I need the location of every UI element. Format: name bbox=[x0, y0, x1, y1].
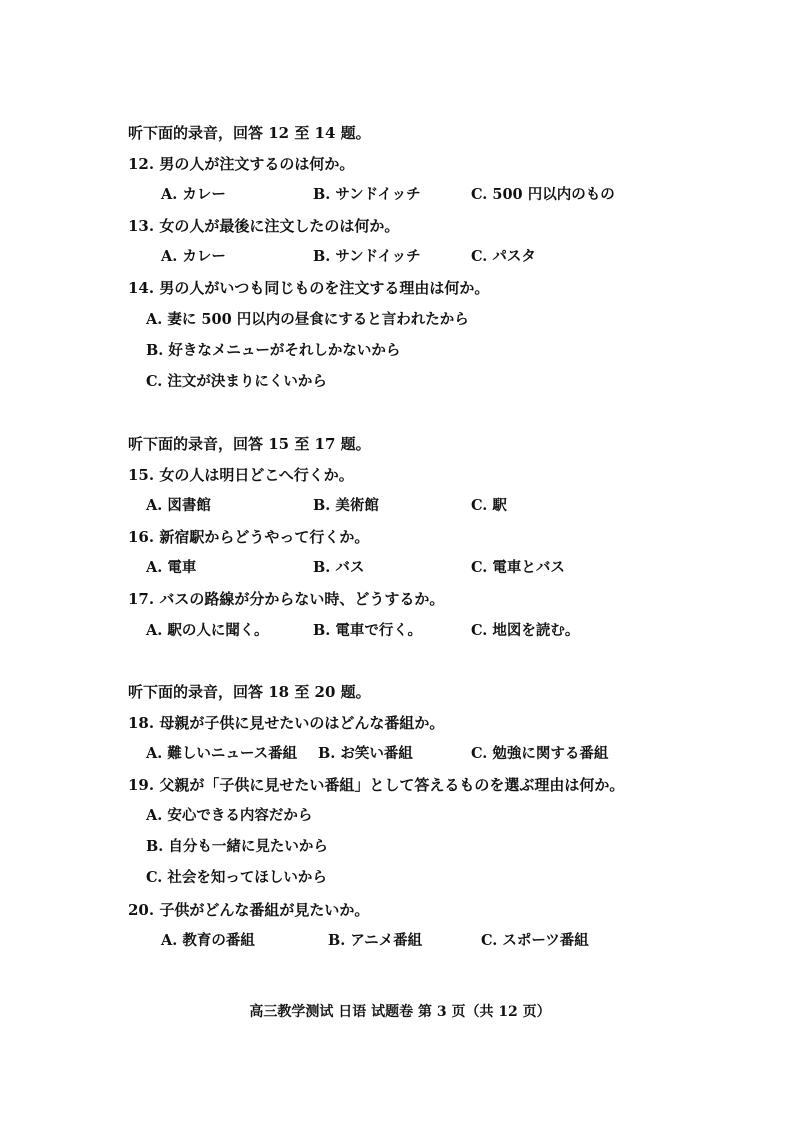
q12-option-c: C. 500 円以内のもの bbox=[471, 186, 615, 203]
question-number: 13. bbox=[128, 217, 155, 235]
q14-option-c: C. 注文が決まりにくいから bbox=[146, 373, 327, 390]
q12-option-a: A. カレー bbox=[161, 186, 226, 203]
question-text: 女の人は明日どこへ行くか。 bbox=[159, 466, 354, 484]
question-text: 父親が「子供に見せたい番組」として答えるものを選ぶ理由は何か。 bbox=[159, 776, 625, 794]
q17-option-b: B. 電車で行く。 bbox=[313, 622, 423, 639]
section-instruction-18-20: 听下面的录音，回答 18 至 20 题。 bbox=[128, 683, 371, 701]
question-number: 19. bbox=[128, 776, 155, 794]
q18-option-c: C. 勉強に関する番組 bbox=[471, 745, 609, 762]
q18-option-b: B. お笑い番組 bbox=[318, 745, 413, 762]
q19-option-c: C. 社会を知ってほしいから bbox=[146, 869, 327, 886]
question-20 bbox=[128, 901, 369, 919]
q18-option-a: A. 難しいニュース番組 bbox=[146, 745, 298, 762]
q17-option-c: C. 地図を読む。 bbox=[471, 622, 580, 639]
question-text: バスの路線が分からない時、どうするか。 bbox=[159, 590, 445, 608]
q14-option-b: B. 好きなメニューがそれしかないから bbox=[146, 342, 401, 359]
q13-option-a: A. カレー bbox=[161, 248, 226, 265]
question-text: 男の人が注文するのは何か。 bbox=[159, 155, 355, 173]
question-number: 20. bbox=[128, 901, 155, 919]
question-text: 女の人が最後に注文したのは何か。 bbox=[159, 217, 400, 235]
question-number: 16. bbox=[128, 528, 155, 546]
q20-option-a: A. 教育の番組 bbox=[161, 932, 255, 949]
q14-option-a: A. 妻に 500 円以内の昼食にすると言われたから bbox=[146, 311, 469, 328]
q15-option-b: B. 美術館 bbox=[313, 497, 379, 514]
question-text: 子供がどんな番組が見たいか。 bbox=[159, 901, 370, 919]
question-number: 15. bbox=[128, 466, 155, 484]
q15-option-c: C. 駅 bbox=[471, 497, 507, 514]
q15-option-a: A. 図書館 bbox=[146, 497, 211, 514]
question-number: 12. bbox=[128, 155, 155, 173]
q19-option-a: A. 安心できる内容だから bbox=[146, 807, 313, 824]
question-17 bbox=[128, 590, 444, 608]
question-number: 18. bbox=[128, 714, 155, 732]
q16-option-a: A. 電車 bbox=[146, 559, 197, 576]
question-number: 14. bbox=[128, 279, 155, 297]
q16-option-b: B. バス bbox=[313, 559, 365, 576]
page-footer: 高三教学测试 日语 试题卷 第 3 页（共 12 页） bbox=[249, 1004, 551, 1020]
q16-option-c: C. 電車とバス bbox=[471, 559, 565, 576]
q12-option-b: B. サンドイッチ bbox=[313, 186, 421, 203]
question-12 bbox=[128, 155, 354, 173]
q13-option-c: C. パスタ bbox=[471, 248, 536, 265]
section-instruction-12-14: 听下面的录音，回答 12 至 14 题。 bbox=[128, 124, 371, 142]
section-instruction-15-17: 听下面的录音，回答 15 至 17 题。 bbox=[128, 435, 371, 453]
question-text: 母親が子供に見せたいのはどんな番組か。 bbox=[159, 714, 445, 732]
q20-option-b: B. アニメ番組 bbox=[328, 932, 423, 949]
question-text: 新宿駅からどうやって行くか。 bbox=[159, 528, 370, 546]
question-18 bbox=[128, 714, 444, 732]
question-19 bbox=[128, 776, 624, 794]
question-16 bbox=[128, 528, 369, 546]
q17-option-a: A. 駅の人に聞く。 bbox=[146, 622, 269, 639]
question-number: 17. bbox=[128, 590, 155, 608]
q19-option-b: B. 自分も一緒に見たいから bbox=[146, 838, 328, 855]
question-13 bbox=[128, 217, 399, 235]
q13-option-b: B. サンドイッチ bbox=[313, 248, 421, 265]
question-14 bbox=[128, 279, 489, 297]
q20-option-c: C. スポーツ番組 bbox=[481, 932, 589, 949]
question-15 bbox=[128, 466, 354, 484]
question-text: 男の人がいつも同じものを注文する理由は何か。 bbox=[159, 279, 490, 297]
